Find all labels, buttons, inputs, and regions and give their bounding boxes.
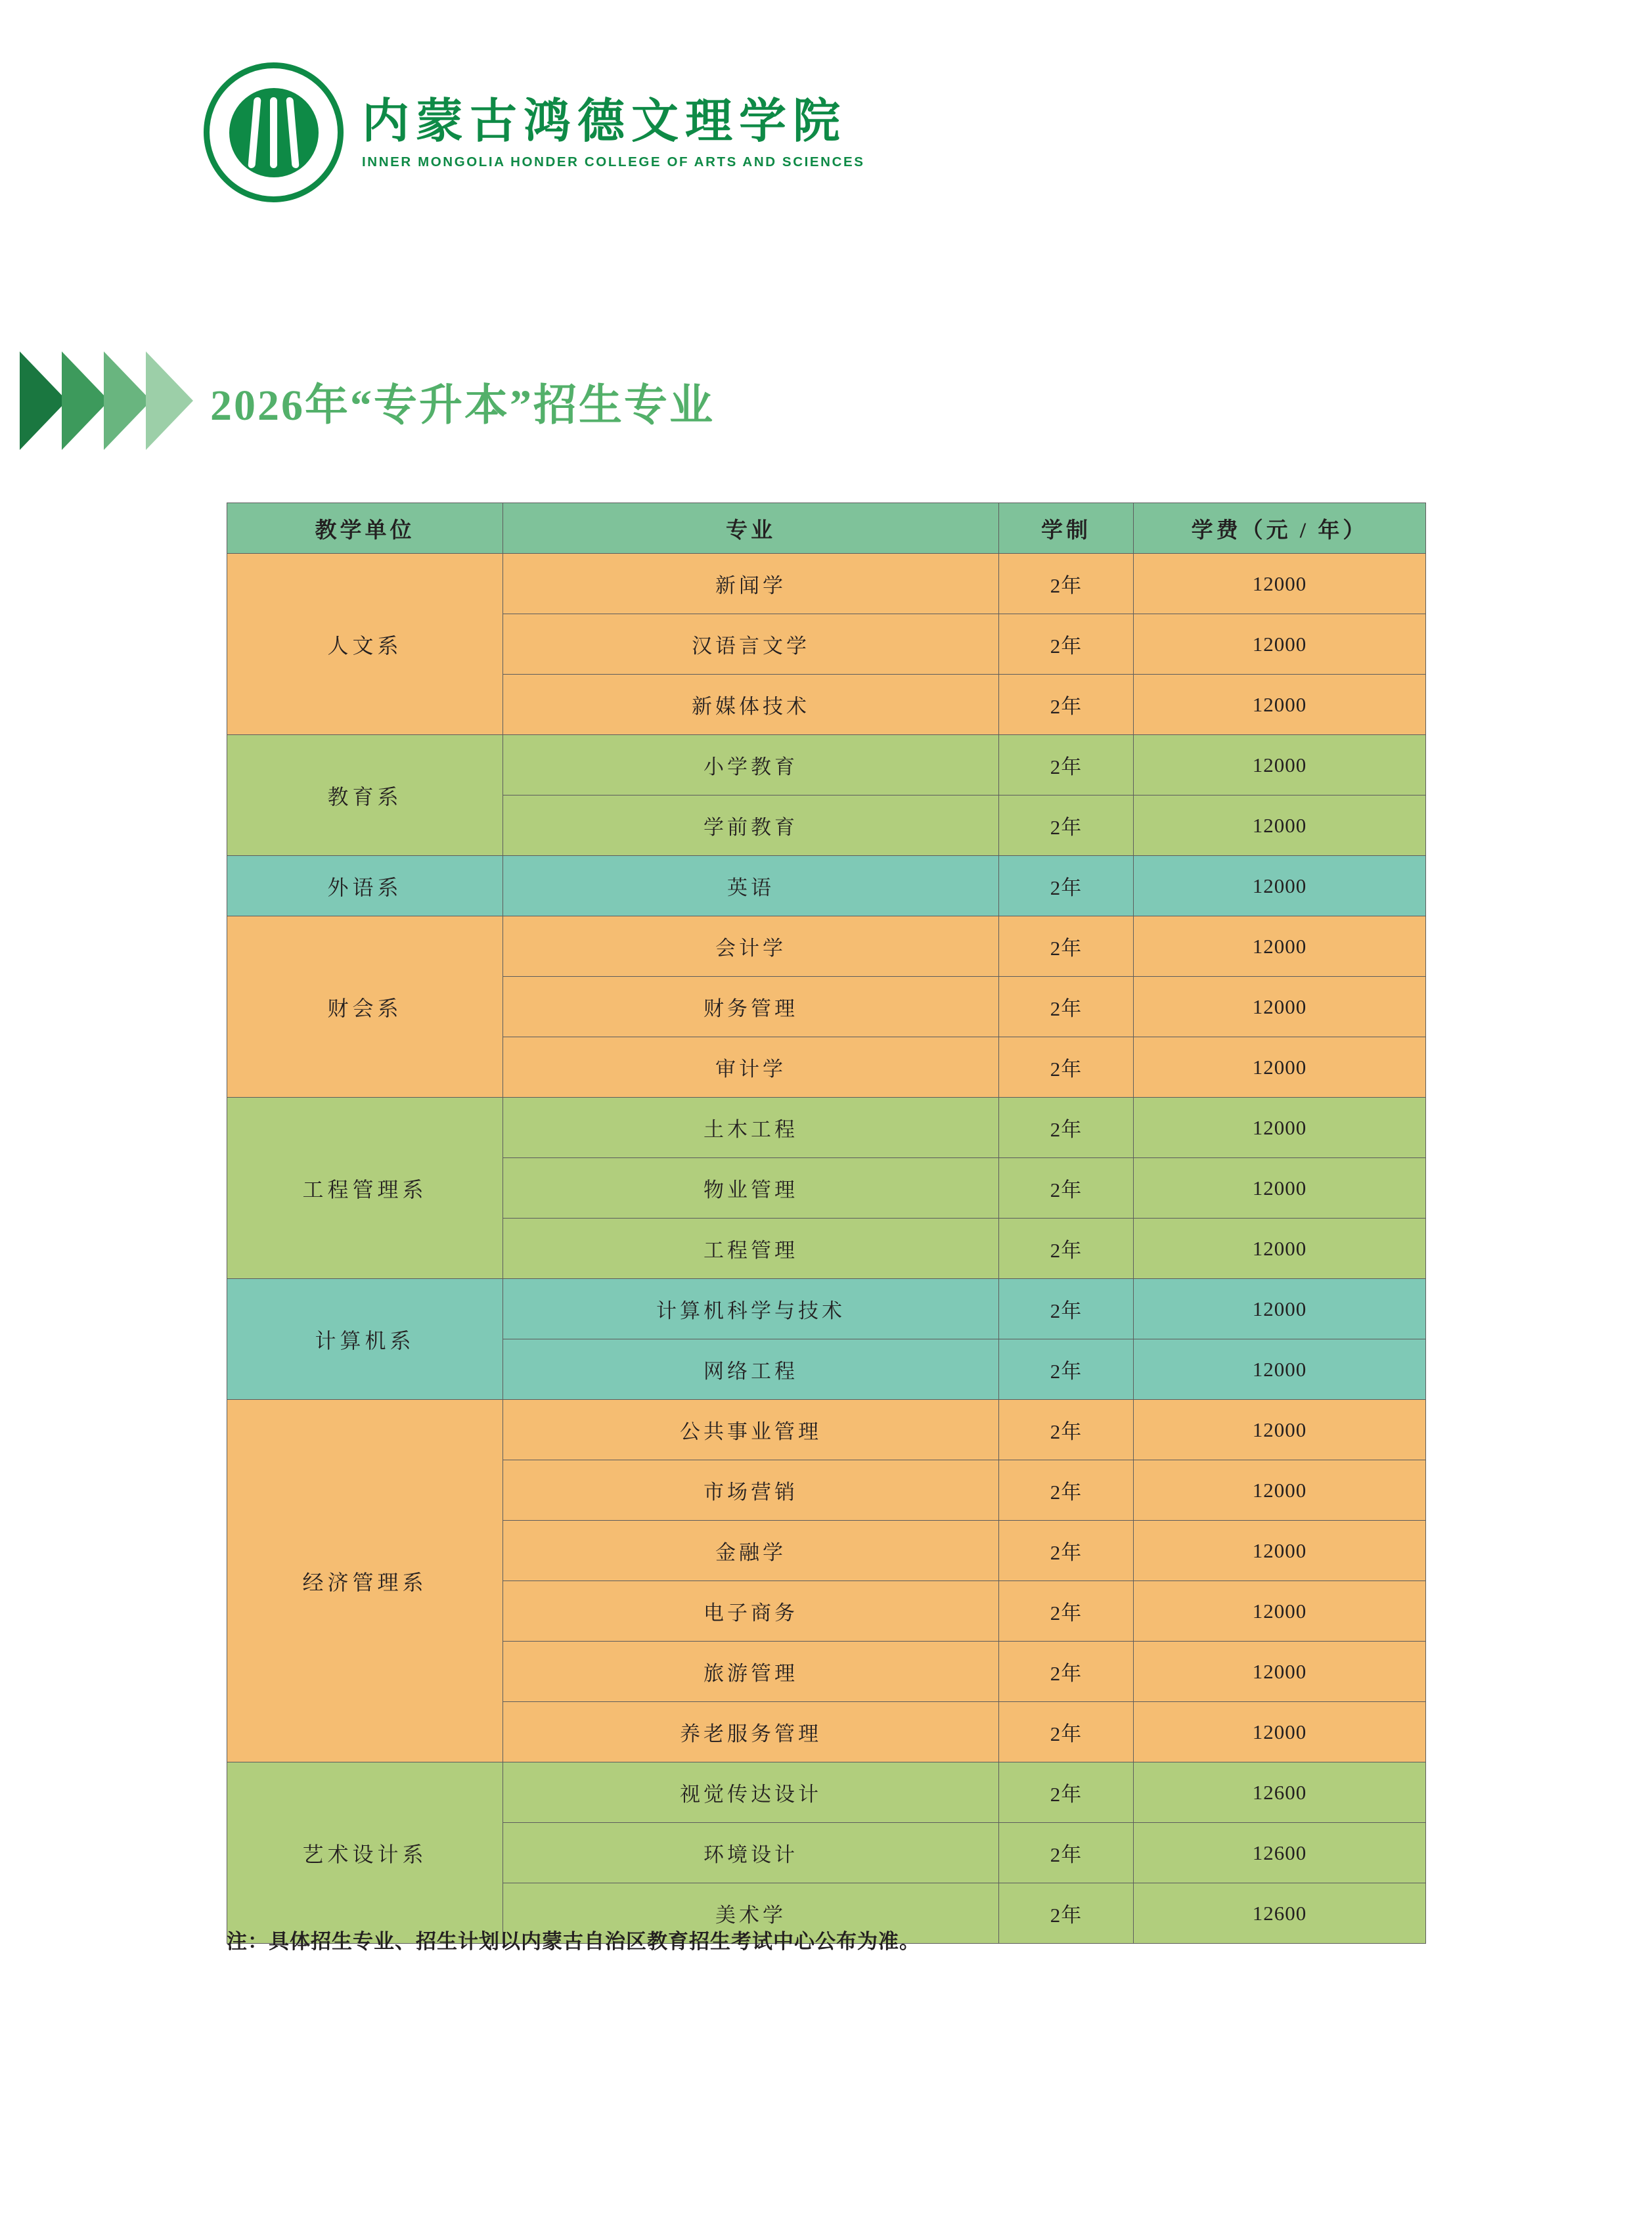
table-row	[227, 916, 1426, 977]
cell-tuition: 12000	[1134, 796, 1426, 856]
cell-tuition: 12000	[1134, 735, 1426, 796]
cell-duration: 2年	[999, 614, 1134, 675]
table-row	[227, 554, 1426, 614]
cell-major: 环境设计	[503, 1823, 999, 1883]
column-header-duration: 学制	[999, 503, 1134, 554]
page-header	[204, 62, 865, 202]
cell-tuition: 12000	[1134, 856, 1426, 916]
cell-major: 土木工程	[503, 1098, 999, 1158]
cell-major: 新媒体技术	[503, 675, 999, 735]
cell-department: 计算机系	[227, 1279, 503, 1400]
cell-major: 小学教育	[503, 735, 999, 796]
table-header	[227, 503, 1426, 554]
cell-tuition: 12000	[1134, 1521, 1426, 1581]
table-row	[227, 856, 1426, 916]
logo-wave-1	[248, 97, 261, 168]
cell-major: 会计学	[503, 916, 999, 977]
cell-major: 公共事业管理	[503, 1400, 999, 1460]
cell-tuition: 12000	[1134, 916, 1426, 977]
table-row	[227, 1762, 1426, 1823]
college-logo-icon	[204, 62, 344, 202]
section-title-row	[20, 348, 715, 453]
cell-major: 市场营销	[503, 1460, 999, 1521]
table-row	[227, 1098, 1426, 1158]
cell-duration: 2年	[999, 675, 1134, 735]
cell-duration: 2年	[999, 1581, 1134, 1642]
logo-wave-3	[286, 97, 299, 168]
cell-major: 金融学	[503, 1521, 999, 1581]
cell-department: 外语系	[227, 856, 503, 916]
cell-duration: 2年	[999, 735, 1134, 796]
cell-duration: 2年	[999, 1400, 1134, 1460]
logo-text-block	[362, 95, 865, 170]
chevron-2-icon	[62, 351, 109, 450]
cell-duration: 2年	[999, 1279, 1134, 1339]
cell-department: 教育系	[227, 735, 503, 856]
table-row	[227, 1400, 1426, 1460]
cell-major: 学前教育	[503, 796, 999, 856]
column-header-major: 专业	[503, 503, 999, 554]
footnote: 注：具体招生专业、招生计划以内蒙古自治区教育招生考试中心公布为准。	[227, 1930, 920, 1953]
cell-duration: 2年	[999, 1883, 1134, 1944]
cell-duration: 2年	[999, 796, 1134, 856]
cell-tuition: 12000	[1134, 554, 1426, 614]
cell-major: 美术学	[503, 1883, 999, 1944]
chevron-3-icon	[104, 351, 151, 450]
college-name-cn: 内蒙古鸿德文理学院	[362, 95, 847, 148]
cell-tuition: 12600	[1134, 1823, 1426, 1883]
cell-tuition: 12000	[1134, 1581, 1426, 1642]
cell-major: 网络工程	[503, 1339, 999, 1400]
logo-arc-bottom	[229, 160, 319, 177]
cell-tuition: 12000	[1134, 1219, 1426, 1279]
cell-tuition: 12600	[1134, 1762, 1426, 1823]
cell-duration: 2年	[999, 1219, 1134, 1279]
cell-major: 电子商务	[503, 1581, 999, 1642]
cell-duration: 2年	[999, 1521, 1134, 1581]
cell-department: 艺术设计系	[227, 1762, 503, 1944]
cell-major: 养老服务管理	[503, 1702, 999, 1762]
majors-table-container	[227, 503, 1425, 1944]
cell-duration: 2年	[999, 554, 1134, 614]
cell-tuition: 12000	[1134, 1642, 1426, 1702]
cell-duration: 2年	[999, 856, 1134, 916]
logo-emblem	[229, 88, 319, 177]
majors-table	[227, 503, 1426, 1944]
cell-duration: 2年	[999, 1823, 1134, 1883]
cell-tuition: 12000	[1134, 977, 1426, 1037]
cell-department: 财会系	[227, 916, 503, 1098]
cell-tuition: 12000	[1134, 1460, 1426, 1521]
cell-major: 汉语言文学	[503, 614, 999, 675]
cell-tuition: 12000	[1134, 1400, 1426, 1460]
cell-major: 视觉传达设计	[503, 1762, 999, 1823]
cell-tuition: 12000	[1134, 1037, 1426, 1098]
cell-major: 新闻学	[503, 554, 999, 614]
cell-duration: 2年	[999, 1702, 1134, 1762]
cell-department: 人文系	[227, 554, 503, 735]
cell-duration: 2年	[999, 1098, 1134, 1158]
chevron-4-icon	[146, 351, 193, 450]
cell-tuition: 12000	[1134, 1339, 1426, 1400]
logo-wave-2	[270, 97, 277, 168]
cell-duration: 2年	[999, 1762, 1134, 1823]
cell-duration: 2年	[999, 916, 1134, 977]
cell-department: 经济管理系	[227, 1400, 503, 1762]
cell-major: 英语	[503, 856, 999, 916]
page-title: 2026年“专升本”招生专业	[210, 381, 715, 430]
cell-tuition: 12000	[1134, 1158, 1426, 1219]
table-body	[227, 554, 1426, 1944]
cell-duration: 2年	[999, 1642, 1134, 1702]
table-row	[227, 735, 1426, 796]
cell-department: 工程管理系	[227, 1098, 503, 1279]
college-name-en: INNER MONGOLIA HONDER COLLEGE OF ARTS AND SCIENCES	[362, 154, 865, 169]
cell-tuition: 12000	[1134, 614, 1426, 675]
column-header-department: 教学单位	[227, 503, 503, 554]
cell-duration: 2年	[999, 977, 1134, 1037]
table-header-row	[227, 503, 1426, 554]
chevron-1-icon	[20, 351, 67, 450]
cell-tuition: 12000	[1134, 1098, 1426, 1158]
cell-duration: 2年	[999, 1339, 1134, 1400]
column-header-tuition: 学费（元 / 年）	[1134, 503, 1426, 554]
cell-tuition: 12000	[1134, 675, 1426, 735]
cell-tuition: 12000	[1134, 1702, 1426, 1762]
table-row	[227, 1279, 1426, 1339]
cell-major: 财务管理	[503, 977, 999, 1037]
cell-duration: 2年	[999, 1460, 1134, 1521]
cell-tuition: 12000	[1134, 1279, 1426, 1339]
cell-duration: 2年	[999, 1158, 1134, 1219]
cell-major: 工程管理	[503, 1219, 999, 1279]
cell-major: 计算机科学与技术	[503, 1279, 999, 1339]
chevron-arrows-icon	[20, 351, 197, 450]
cell-duration: 2年	[999, 1037, 1134, 1098]
cell-major: 物业管理	[503, 1158, 999, 1219]
cell-tuition: 12600	[1134, 1883, 1426, 1944]
cell-major: 旅游管理	[503, 1642, 999, 1702]
cell-major: 审计学	[503, 1037, 999, 1098]
